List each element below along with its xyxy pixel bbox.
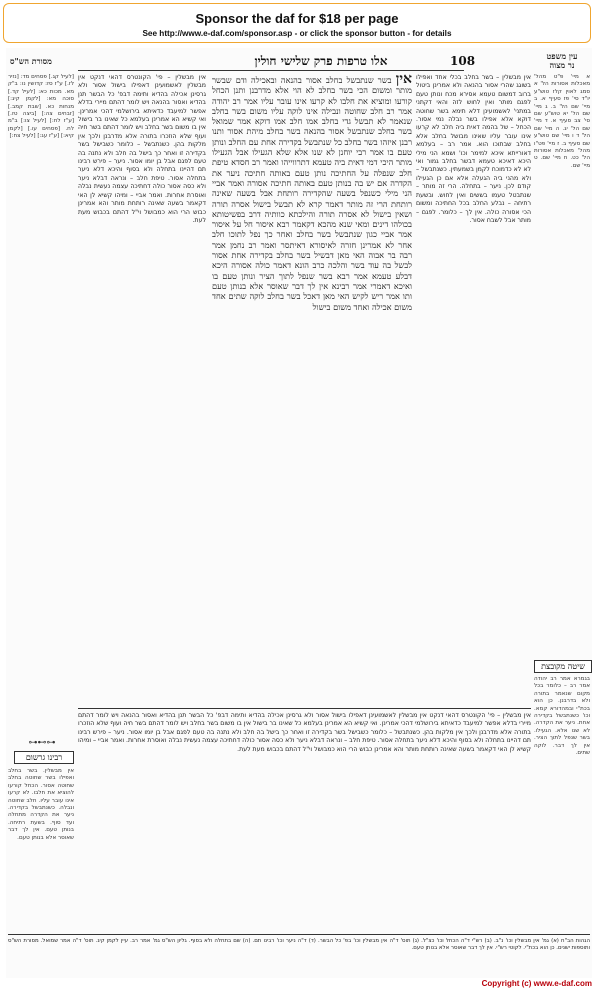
shita-mekubetzet-column [534, 676, 590, 928]
rabbeinu-gershom-label: רבינו גרשום [14, 751, 74, 764]
rashi-text: אין מבשלין – בשר בחלב בכלי אחד ואפילו בשוגג שהרי אסור בהנאה ולא אמרינן ביטול ברוב דמשום טעמא אסירא מכח ונותן טעם לפגם מותר ואין לחוש לזה והאי דקתני במתני' לאשמועינן דלא תימא בשר שחוטה דוקא אלא אפילו בשר נבלה נמי אסור. הכחל – של בהמה דאית ביה חלב לא קרעו אינו עובר עליו שאינו מבושל בחלב אלא בחלב שבתוכו הוא. אמר רב – בעלמא דאורייתא איכא למימר וכו' ושמא הני מילי היכא דאיכא טעמא דבשר בחלב גמור ואי לא לא כדמוכח לקמן בשמעתין. כשנתבשל – ולא מהני ביה הגעלה אלא אם כן הגעילו קודם לכן. ניער – בתחלה. הרי זה מותר – שנתבטל טעמו בששים ואין לחוש. ובשעת רתיחה – נבלע החלב בכל החתיכה ומשום הכי אסורה כולה. אין לך – כלומר. לפגם – מותר אבל לשבח אסור. [416, 74, 531, 224]
ein-mishpat-label: עין משפט נר מצוה [546, 51, 578, 70]
gemara-column [212, 74, 412, 704]
gemara-text [212, 74, 412, 312]
shita-mekubetzet-label: שיטה מקובצת [534, 660, 592, 673]
rashi-column [416, 74, 531, 704]
talmud-page [6, 48, 592, 978]
lower-commentary [78, 712, 531, 930]
ein-mishpat-column [534, 74, 590, 654]
tosafot-column [78, 74, 206, 704]
sponsor-banner[interactable] [3, 3, 591, 43]
ein-mishpat-text: א מיי' פ"ט מהל' מאכלות אסורות הל' א סמג לאוין קלז טוש"ע יו"ד סי' פז סעיף א. ב מיי' שם הל' ב. ג מיי' שם הל' יא טוש"ע שם סי' צב סעיף א. ד מיי' שם הל' יג. ה מיי' שם הל' ד ו מיי' שם טוש"ע שם סעיף ב. ז מיי' פט"ו מהל' מאכלות אסורות הל' כט. ח מיי' שם. ט מיי' שם. [534, 74, 590, 169]
sponsor-banner-subtitle[interactable]: See http://www.e-daf.com/sponsor.asp - or click the sponsor button - for details [142, 29, 452, 38]
sponsor-banner-title[interactable]: Sponsor the daf for $18 per page [195, 11, 399, 26]
masoret-hashas-text: [לעיל קג.] פסחים מד: [נזיר לז.] ע"ז סז: קדושין נו: ב"ק מא. מכות כא: [לעיל קד.] סוכה מא: [לקמן קיג:] מנחות כא. [שבת קמב.] [זבחים צה:] [ביצה טז.] [ע"ז לח:] [לעיל צו:] ב"מ לח. [פסחים עו.] [לקמן קיא:] [ע"ז עג:] [לעיל צח:] [8, 74, 74, 140]
chapter-title: אלו טרפות פרק שלישי חולין [254, 54, 388, 68]
page-number: 108 [450, 54, 476, 68]
rabbeinu-gershom-text: אין מבשלין. בשר בחלב ואפילו בשר שחוטה בחלב שחוטה אסור. הכחל קורעו להוציא את חלבו. לא קרעו אינו עובר עליו. חלב שחוטה ונבלה. כשנתבשל בקדירה. ניער את הקדרה מתחלה ועד סוף. בשעת רתיחה. בנותן טעם. אין לך דבר שאוסר אלא בנותן טעם. [8, 768, 74, 841]
bottom-notes [8, 938, 590, 974]
tosafot-text: אין מבשלין – פי' הקונטרס דהאי דנקט אין מבשלין לאשמועינן דאפילו בישול אסור ולא גרסינן אכילה בהדיא ותימה דבפ' כל הבשר תנן בהדיא ואסור בהנאה ויש לומר דהתם מיירי בדלא אפשר למיעבד כדאיתא בירושלמי דהכי אמרינן. ואי קשיא הא אמרינן בעלמא כל שאינו בר בישול אין בו משום בשר בחלב ויש לומר דהתם בשר חיה ועוף שלא הוזכרו בתורה אלא מדרבנן ולכך אין מלקות בהן. כשנתבשל – כלומר כשבישל בשר בקדירה זו ואחר כך בישל בה חלב ולא נתנה בה טעם לפגם אבל בן יומו אסור. ניער – פירש רבינו תם דהיינו בתחלה ולא בסוף והיכא דלא ניער בתחלה אסור. טיפת חלב – ונראה דבלא ניער ולא כסה אסור כולה דחתיכה עצמה נעשית נבלה ואוסרת אחרות. ואמר אביי – ומיהו קשיא לן האי דקאמר בשעה שאינה רותחת מותר והא אמרינן כבוש הרי הוא כמבושל וי"ל דהתם בכבוש מעת לעת. [78, 74, 206, 224]
masoret-label: מסורת הש"ס [10, 56, 52, 66]
masoret-hashas-column [8, 74, 74, 734]
copyright-link[interactable]: Copyright (c) www.e-daf.com [481, 979, 592, 988]
commentary-divider [78, 708, 531, 709]
gemara-opening-word: אין [395, 74, 412, 87]
lower-commentary-text: אין מבשלין – פי' הקונטרס דהאי דנקט אין מבשלין לאשמועינן דאפילו בישול אסור ולא גרסינן אכילה בהדיא ותימה דבפ' כל הבשר תנן בהדיא ואסור בהנאה ויש לומר דהתם מיירי בדלא אפשר למיעבד כדאיתא בירושלמי דהכי אמרינן. ואי קשיא הא אמרינן בעלמא כל שאינו בר בישול אין בו משום בשר בחלב ויש לומר דהתם בשר חיה ועוף שלא הוזכרו בתורה אלא מדרבנן ולכך אין מלקות בהן. כשנתבשל – כלומר כשבישל בשר בקדירה זו ואחר כך בישל בה חלב ולא נתנה בה טעם לפגם אבל בן יומו אסור. ניער – פירש רבינו תם דהיינו בתחלה ולא בסוף והיכא דלא ניער בתחלה אסור. טיפת חלב – ונראה דבלא ניער ולא כסה אסור כולה דחתיכה עצמה נעשית נבלה ואוסרת אחרות. ואמר אביי – ומיהו קשיא לן האי דקאמר בשעה שאינה רותחת מותר והא אמרינן כבוש הרי הוא כמבושל וי"ל דהתם בכבוש מעת לעת. [78, 712, 531, 753]
bottom-notes-text: הגהות הב"ח (א) גמ' אין מבשלין וכו' נ"ב. (ב) רש"י ד"ה הכחל וכו' כצ"ל. (ג) תוס' ד"ה אין מבשלין וכו' בפ' כל הבשר. (ד) ד"ה ניער וכו' רבינו תם. (ה) שם בתחלה ולא בסוף. גליון הש"ס גמ' אמר רב. עיין לקמן קיג. תוס' ד"ה אמר שמואל. מסורת הש"ס ותוספות ישנים. כן הוא בכת"י. לקוטי רש"י. אין לך דבר שאוסר אלא בנותן טעם. [8, 938, 590, 951]
rabbeinu-gershom-column [8, 768, 74, 928]
shita-mekubetzet-text: בגמרא אמר רב יהודה אמר רב – כלומר בכל מקום שנאמר בתורה ולא בדרבנן. כן הוא בכת"י ובמהדורא קמא. וכו' כשנתבשל בקדירה אחת. ניער את הקדרה. לא שנו אלא. הגעילו. בשר שנפל לתוך הציר. אין לך דבר. לוקה שתים. [534, 676, 590, 757]
header-rule [78, 70, 464, 71]
gemara-body: בשר שנתבשל בחלב אסור בהנאה ובאכילה ודם שבשר מותר ומשום הכי בשר בחלב לא הוי אלא מדרבנן ותנן הכחל קורעו ומוציא את חלבו לא קרעו אינו עובר עליו אמר רב יהודה אמר רב חלב שחוטה ונבילה אינו לוקה עליו משום בשר בחלב שנאמר לא תבשל גדי בחלב אמו חלב אמו דוקא אמר שמואל בשר בחלב שנתבשל אסור בהנאה בשר בחלב מיהת אסור ותנו רבנן איזהו בשר בחלב כל שנתבשל בקדירה אחת עם החלב ונותן טעם בו אמר רבי יוחנן לא שנו אלא שלא הגעילו אבל הגעילו מותר היכי דמי דאית ביה טעמא דתרווייהו ואמר רב חסדא טיפת חלב שנפלה על החתיכה נותן טעם באותה חתיכה ניער את הקדרה אם יש בה בנותן טעם באותה חתיכה אסורה ואמר אביי הני מילי כשנפל בשעה שהקדירה רותחת אבל בשעה שאינה רותחת הרי זה מותר דאמר קרא לא תבשל בישול אסרה תורה ושאין בישול לא אסרה תורה והילכתא כוותיה דרב בפשיטותא בכולהו דינים ומאי שנא מהכא דקאמר רבא איסור חל על איסור אמר אביי כגון שנתבשל בשר בחלב ואחר כך נפל לתוכו חלב אחר לא אמרינן חזרה לאיסורא דאיתסר ואמר רב נחמן אמר רבה בר אבוה האי מאן דבשיל בשר בחלב בקדירה אחת אסור לבשל בה עוד בשר והלכה כרב הונא דאמר כולה אסורה היכא דבלע טעמא אמר רבא בשר שנפל לתוך הציר ונותן טעם בו ואיכא דאמרי אמר רבינא אין לך דבר שאוסר אלא בנותן טעם ותו אמר ריש לקיש האי מאן דאכל בשר בחלב לוקה שתים אחד משום אכילה ואחד משום בישול [212, 75, 412, 312]
bottom-rule [8, 934, 590, 935]
ornament-divider: ⊶⊷⊶ [28, 738, 56, 748]
